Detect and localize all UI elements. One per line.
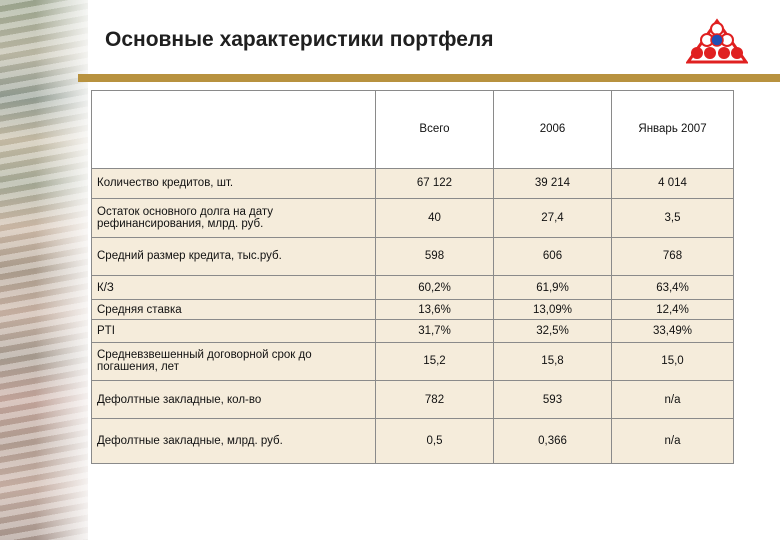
cell-jan-2007: 768 — [612, 237, 734, 275]
table-header-row — [92, 91, 734, 169]
cell-total: 40 — [376, 199, 494, 237]
cell-jan-2007: 33,49% — [612, 320, 734, 342]
row-label: Количество кредитов, шт. — [92, 168, 376, 198]
table-row — [92, 342, 734, 380]
page-title: Основные характеристики портфеля — [105, 28, 494, 51]
table-row — [92, 381, 734, 419]
cell-total: 67 122 — [376, 168, 494, 198]
cell-jan-2007: 63,4% — [612, 275, 734, 299]
header-corner-cell — [92, 91, 376, 169]
title-underline — [78, 74, 780, 82]
cell-total: 31,7% — [376, 320, 494, 342]
row-label: Средний размер кредита, тыс.руб. — [92, 237, 376, 275]
table-row — [92, 199, 734, 237]
cell-2006: 13,09% — [494, 300, 612, 320]
row-label: Дефолтные закладные, млрд. руб. — [92, 419, 376, 464]
table-row — [92, 237, 734, 275]
agency-logo-icon — [686, 18, 748, 64]
table-row — [92, 300, 734, 320]
cell-jan-2007: 15,0 — [612, 342, 734, 380]
cell-jan-2007: 4 014 — [612, 168, 734, 198]
cell-total: 60,2% — [376, 275, 494, 299]
cell-total: 782 — [376, 381, 494, 419]
row-label: Средняя ставка — [92, 300, 376, 320]
row-label: Средневзвешенный договорной срок до погашения, лет — [92, 342, 376, 380]
header-jan-2007: Январь 2007 — [612, 91, 734, 169]
cell-total: 15,2 — [376, 342, 494, 380]
row-label: Дефолтные закладные, кол-во — [92, 381, 376, 419]
header-2006: 2006 — [494, 91, 612, 169]
cell-2006: 32,5% — [494, 320, 612, 342]
row-label: Остаток основного долга на дату рефинансирования, млрд. руб. — [92, 199, 376, 237]
table-row — [92, 168, 734, 198]
header-total: Всего — [376, 91, 494, 169]
cell-total: 0,5 — [376, 419, 494, 464]
cell-2006: 27,4 — [494, 199, 612, 237]
cell-total: 598 — [376, 237, 494, 275]
cell-2006: 593 — [494, 381, 612, 419]
cell-2006: 61,9% — [494, 275, 612, 299]
row-label: PTI — [92, 320, 376, 342]
table-row — [92, 320, 734, 342]
cell-jan-2007: 12,4% — [612, 300, 734, 320]
cell-jan-2007: 3,5 — [612, 199, 734, 237]
cell-total: 13,6% — [376, 300, 494, 320]
cell-jan-2007: n/a — [612, 381, 734, 419]
bond-certificates-decoration — [0, 0, 88, 540]
portfolio-table — [91, 90, 734, 464]
table-row — [92, 419, 734, 464]
cell-2006: 15,8 — [494, 342, 612, 380]
cell-jan-2007: n/a — [612, 419, 734, 464]
table-row — [92, 275, 734, 299]
cell-2006: 39 214 — [494, 168, 612, 198]
cell-2006: 0,366 — [494, 419, 612, 464]
cell-2006: 606 — [494, 237, 612, 275]
row-label: К/З — [92, 275, 376, 299]
